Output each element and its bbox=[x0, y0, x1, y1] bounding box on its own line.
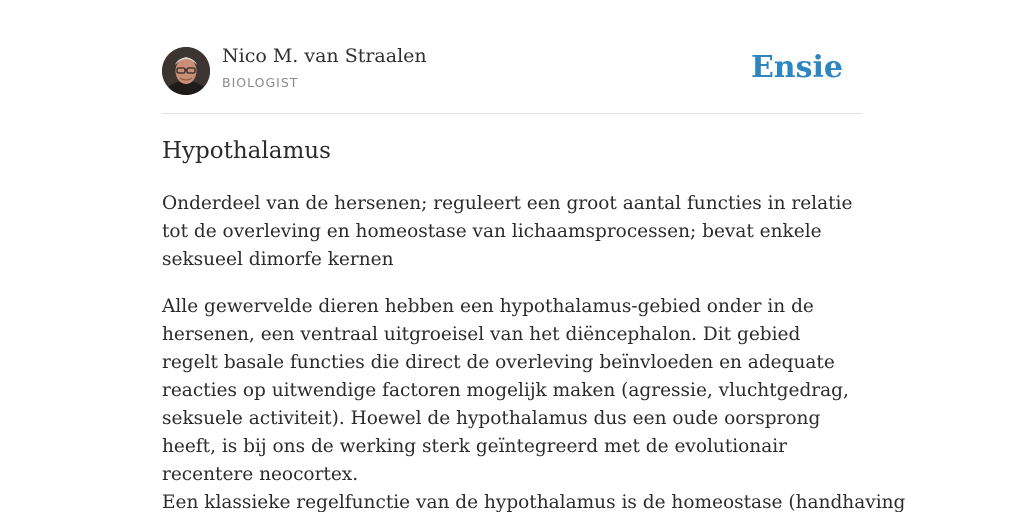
author-avatar[interactable] bbox=[162, 47, 210, 95]
article-paragraph: Alle gewervelde dieren hebben een hypothalamus-gebied onder in de hersenen, een ventraal uitgroeisel van het diëncephalon. Dit gebied regelt basale functies die direct de overleving beïnvloeden en adequate reacties op uitwendige factoren mogelijk maken (agressie, vluchtgedrag, seksuele activiteit). Hoewel de hypothalamus dus een oude oorsprong heeft, is bij ons de werking sterk geïntegreerd met de evolutionair recentere neocortex. bbox=[162, 296, 849, 485]
article-summary: Onderdeel van de hersenen; reguleert een groot aantal functies in relatie tot de overleving en homeostase van lichaamsprocessen; bevat enkele seksueel dimorfe kernen bbox=[162, 193, 853, 270]
author-photo bbox=[162, 47, 210, 95]
brand-logo[interactable]: Ensie bbox=[750, 50, 843, 85]
author-header bbox=[162, 0, 862, 114]
author-role: BIOLOGIST bbox=[222, 75, 299, 90]
article-paragraph: Een klassieke regelfunctie van de hypothalamus is de homeostase (handhaving bbox=[162, 492, 906, 512]
author-name[interactable]: Nico M. van Straalen bbox=[222, 45, 427, 67]
article-title: Hypothalamus bbox=[162, 138, 331, 164]
article-container bbox=[162, 0, 906, 512]
